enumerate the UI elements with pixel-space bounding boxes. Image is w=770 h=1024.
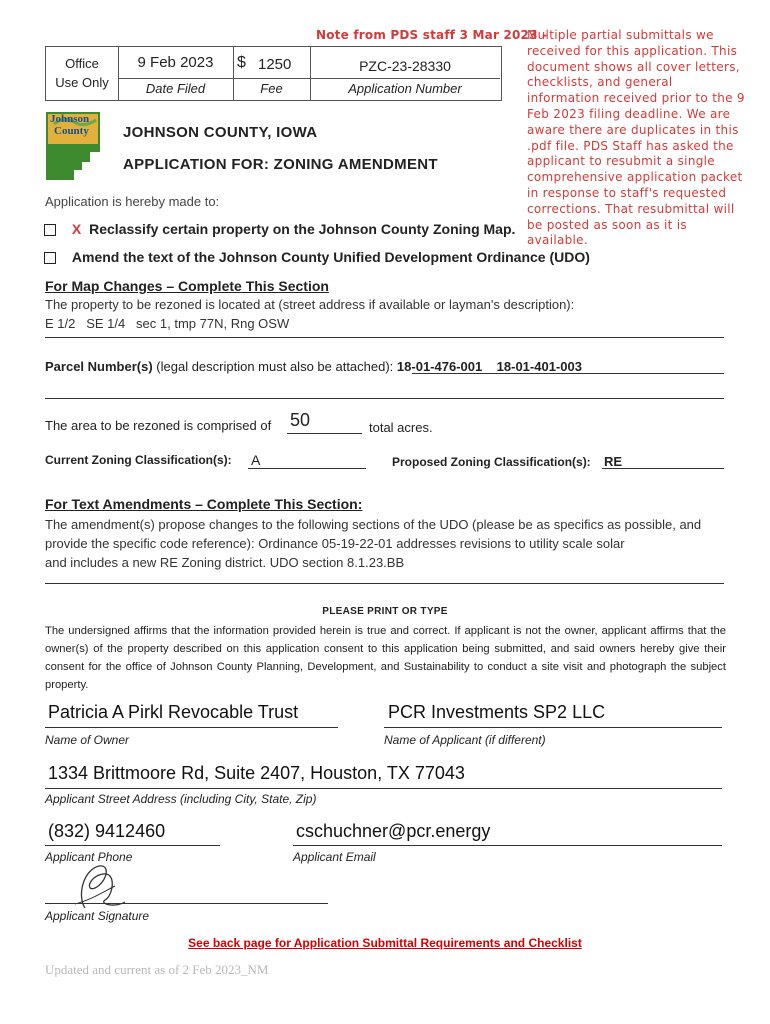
- area-value[interactable]: 50: [290, 410, 311, 430]
- map-changes-heading: For Map Changes – Complete This Section: [45, 278, 329, 294]
- phone-caption: Applicant Phone: [45, 850, 133, 864]
- parcel-extra-line: [45, 398, 724, 399]
- text-amendments-body: [45, 515, 725, 572]
- updated-note: Updated and current as of 2 Feb 2023_NM: [45, 962, 269, 977]
- address-line: [45, 788, 722, 789]
- text-amendments-prompt: The amendment(s) propose changes to the following sections of the UDO (please be as specifics as possible, and provide the specific code reference):: [45, 517, 702, 551]
- option-reclassify[interactable]: [44, 221, 515, 237]
- fee-dollar-sign: $: [237, 54, 246, 71]
- parcel-label: Parcel Number(s): [45, 359, 153, 374]
- area-prefix: The area to be rezoned is comprised of: [45, 418, 272, 433]
- fee-caption: Fee: [260, 81, 283, 96]
- application-title: APPLICATION FOR: ZONING AMENDMENT: [123, 156, 438, 173]
- parcel-values[interactable]: 18-01-476-001 18-01-401-003: [396, 359, 582, 374]
- pds-note-label: Note from PDS staff 3 Mar 2023 -: [316, 28, 548, 42]
- office-label-line2: Use Only: [55, 75, 109, 90]
- johnson-county-logo: [44, 110, 102, 182]
- text-amendments-line: [45, 583, 724, 584]
- checkbox-amend-text[interactable]: [44, 252, 56, 264]
- parcel-line: [412, 373, 724, 374]
- application-made-to: Application is hereby made to:: [45, 194, 220, 209]
- signature-line: [45, 903, 328, 904]
- location-value: E 1/2 SE 1/4 sec 1, tmp 77N, Rng OSW: [45, 316, 290, 331]
- affirmation-text: The undersigned affirms that the information provided herein is true and correct. If applicant is not the owner, applicant affirms that the owner(s) of the property described on this application consent to this application being submitted, and said owners hereby give their consent for the office of Johnson County Planning, Development, and Sustainability to conduct a site visit and photograph the subject property.: [45, 625, 726, 691]
- office-label-line1: Office: [65, 56, 99, 71]
- text-amendments-value[interactable]: Ordinance 05-19-22-01 addresses revisions to utility scale solar: [258, 536, 625, 551]
- amend-text-label: Amend the text of the Johnson County Unified Development Ordinance (UDO): [71, 249, 590, 265]
- application-number-caption: Application Number: [348, 81, 462, 96]
- phone-value[interactable]: (832) 9412460: [48, 821, 166, 841]
- email-caption: Applicant Email: [293, 850, 376, 864]
- print-notice: PLEASE PRINT OR TYPE: [322, 606, 448, 617]
- parcel-row: [45, 359, 582, 374]
- applicant-caption: Name of Applicant (if different): [384, 733, 546, 747]
- text-amendments-value-line2[interactable]: and includes a new RE Zoning district. UDO section 8.1.23.BB: [45, 555, 405, 570]
- address-caption: Applicant Street Address (including City, State, Zip): [45, 792, 317, 806]
- applicant-value[interactable]: PCR Investments SP2 LLC: [388, 702, 606, 722]
- phone-line: [45, 845, 220, 846]
- location-line: [45, 337, 724, 338]
- owner-caption: Name of Owner: [45, 733, 130, 747]
- date-filed-caption: Date Filed: [145, 81, 206, 96]
- logo-text-line2: County: [54, 125, 89, 137]
- office-box-midline: [118, 78, 500, 79]
- county-title: JOHNSON COUNTY, IOWA: [123, 124, 318, 141]
- proposed-zoning-value[interactable]: RE: [604, 454, 623, 469]
- logo-text-line1: Johnson: [50, 113, 90, 125]
- handwritten-signature-icon: [55, 856, 145, 916]
- reclassify-mark: X: [71, 221, 82, 237]
- proposed-zoning-line: [602, 468, 724, 469]
- current-zoning-label: Current Zoning Classification(s):: [45, 453, 232, 467]
- application-number-value: PZC-23-28330: [359, 58, 451, 74]
- option-amend-text[interactable]: [44, 249, 590, 265]
- current-zoning-line: [248, 468, 366, 469]
- owner-line: [45, 727, 338, 728]
- checkbox-reclassify[interactable]: [44, 224, 56, 236]
- signature-caption: Applicant Signature: [45, 909, 150, 923]
- pds-note-text: Multiple partial submittals we received for this application. This document shows all cover letters, checklists, and general information received prior to the 9 Feb 2023 filing deadline. We are aware there are duplicates in this .pdf file. PDS Staff has asked the applicant to resubmit a single comprehensive application packet in response to staff's requested corrections. That resubmittal will be posted as soon as it is available.: [527, 28, 745, 248]
- back-page-link[interactable]: See back page for Application Submittal Requirements and Checklist: [188, 936, 582, 950]
- email-line: [293, 845, 722, 846]
- applicant-signature[interactable]: [55, 856, 145, 916]
- office-label: [46, 54, 118, 92]
- current-zoning-value[interactable]: A: [251, 452, 261, 468]
- reclassify-label: Reclassify certain property on the Johnson County Zoning Map.: [89, 221, 516, 237]
- applicant-line: [384, 727, 722, 728]
- location-prompt: The property to be rezoned is located at (street address if available or layman's description):: [45, 297, 575, 312]
- address-value[interactable]: 1334 Brittmoore Rd, Suite 2407, Houston, TX 77043: [48, 763, 465, 783]
- text-amendments-heading: For Text Amendments – Complete This Section:: [45, 496, 363, 512]
- email-value[interactable]: cschuchner@pcr.energy: [296, 821, 491, 841]
- date-filed-value: 9 Feb 2023: [137, 54, 214, 71]
- fee-value: 1250: [258, 56, 292, 73]
- area-line: [287, 433, 362, 434]
- owner-value[interactable]: Patricia A Pirkl Revocable Trust: [48, 702, 299, 722]
- area-suffix: total acres.: [369, 420, 433, 435]
- parcel-note: (legal description must also be attached):: [156, 359, 394, 374]
- proposed-zoning-label: Proposed Zoning Classification(s):: [392, 455, 591, 469]
